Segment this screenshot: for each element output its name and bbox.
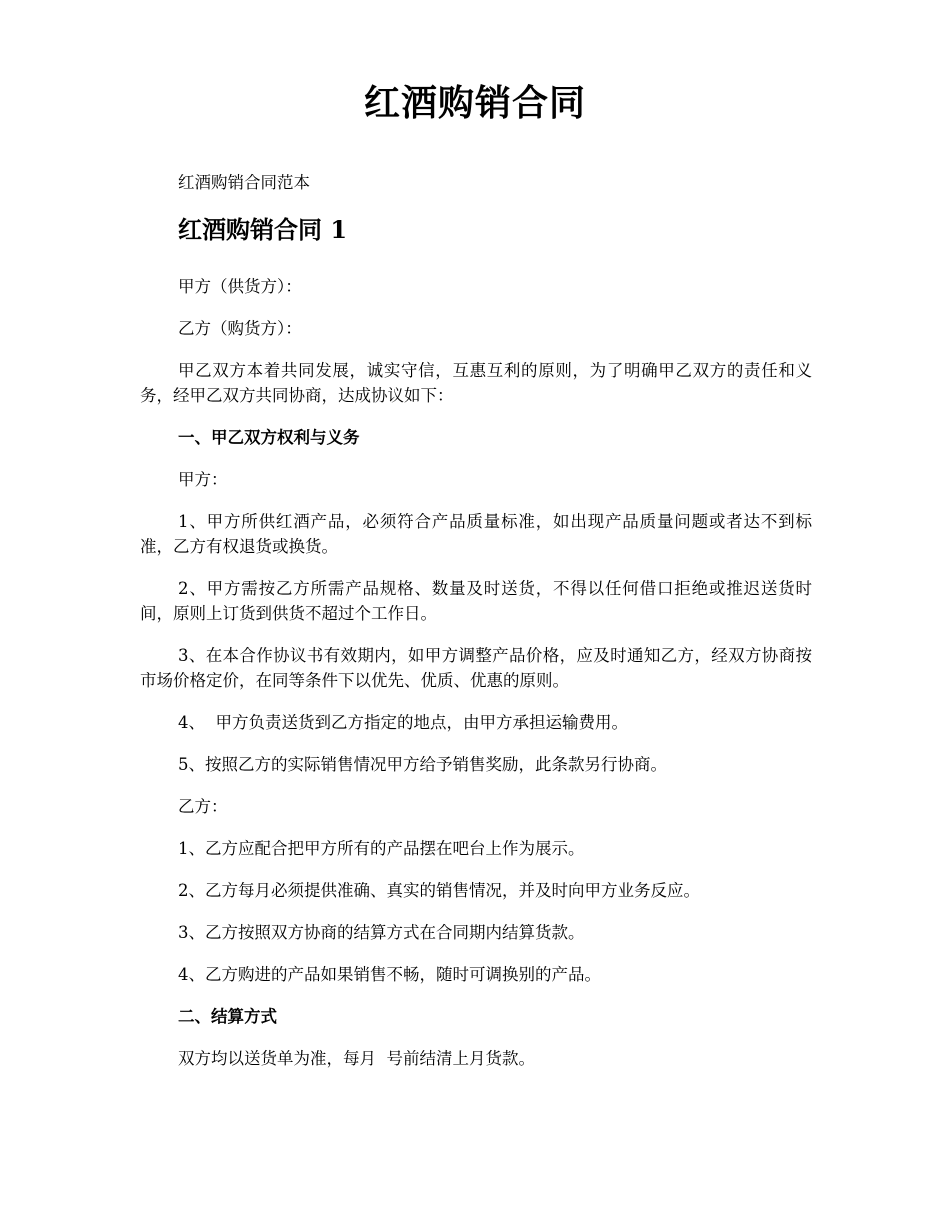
party-a-item: 1、甲方所供红酒产品，必须符合产品质量标准，如出现产品质量问题或者达不到标准，乙方有权退货或换货。 [140, 512, 812, 556]
party-a-item: 3、在本合作协议书有效期内，如甲方调整产品价格，应及时通知乙方，经双方协商按市场价格定价，在同等条件下以优先、优质、优惠的原则。 [140, 646, 812, 690]
party-b-line: 乙方（购货方）： [178, 319, 302, 338]
party-a-item: 2、甲方需按乙方所需产品规格、数量及时送货，不得以任何借口拒绝或推迟送货时间，原则上订货到供货不超过个工作日。 [140, 579, 812, 623]
party-b-item: 3、乙方按照双方协商的结算方式在合同期内结算货款。 [178, 923, 585, 942]
party-b-item: 1、乙方应配合把甲方所有的产品摆在吧台上作为展示。 [178, 839, 585, 858]
party-a-line: 甲方（供货方）： [178, 277, 302, 296]
contract-subtitle: 红酒购销合同 1 [178, 215, 348, 244]
section2-heading: 二、结算方式 [178, 1007, 277, 1026]
party-a-item: 4、 甲方负责送货到乙方指定的地点，由甲方承担运输费用。 [178, 713, 628, 732]
intro-paragraph: 甲乙双方本着共同发展，诚实守信，互惠互利的原则，为了明确甲乙双方的责任和义务，经甲乙双方共同协商，达成协议如下： [140, 361, 812, 405]
document-body [140, 170, 812, 1088]
party-b-label: 乙方： [178, 797, 228, 816]
settlement-paragraph: 双方均以送货单为准，每月 号前结清上月货款。 [178, 1049, 535, 1068]
document-title: 红酒购销合同 [363, 82, 586, 124]
template-label: 红酒购销合同范本 [178, 173, 310, 192]
party-b-item: 4、乙方购进的产品如果销售不畅，随时可调换别的产品。 [178, 965, 601, 984]
party-a-label: 甲方： [178, 470, 228, 489]
party-a-item: 5、按照乙方的实际销售情况甲方给予销售奖励，此条款另行协商。 [178, 755, 667, 774]
section1-heading: 一、甲乙双方权利与义务 [178, 428, 360, 447]
party-b-item: 2、乙方每月必须提供准确、真实的销售情况，并及时向甲方业务反应。 [178, 881, 700, 900]
